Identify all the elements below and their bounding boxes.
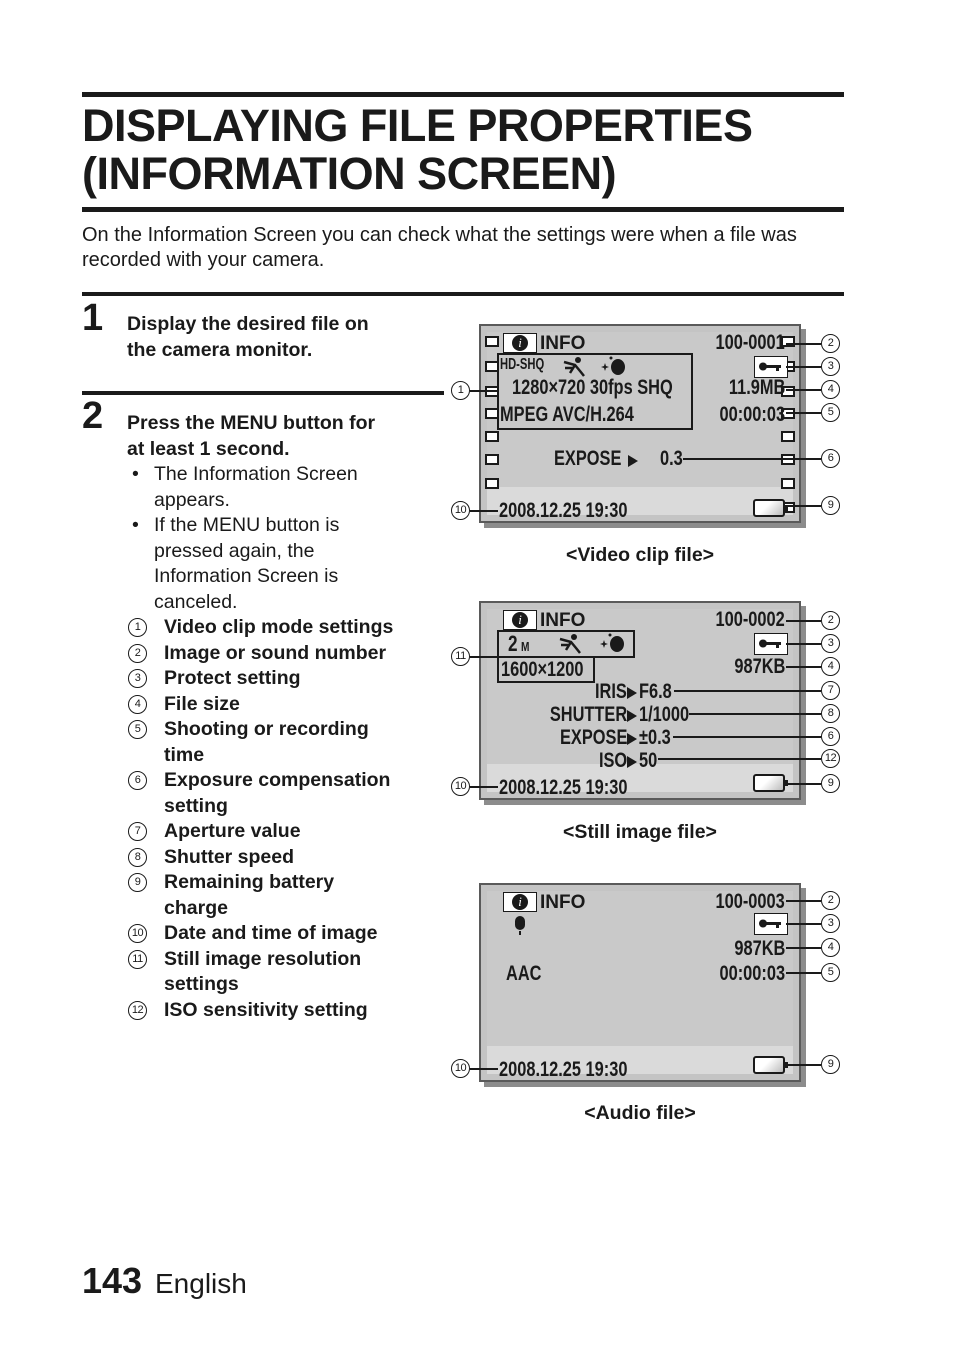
expose-value: 0.3 bbox=[660, 447, 683, 470]
legend-number: 5 bbox=[128, 720, 147, 739]
info-label: INFO bbox=[540, 892, 586, 913]
step2-rule bbox=[82, 391, 444, 395]
callout-line bbox=[786, 666, 821, 668]
legend-label: Shooting or recording bbox=[164, 718, 369, 740]
step-2-line1: Press the MENU button for bbox=[127, 412, 376, 434]
legend-number: 4 bbox=[128, 695, 147, 714]
info-label: INFO bbox=[540, 610, 586, 631]
callout-number: 10 bbox=[451, 1059, 470, 1078]
legend-item bbox=[128, 615, 448, 641]
legend-number: 2 bbox=[128, 644, 147, 663]
callout-number: 7 bbox=[821, 681, 840, 700]
bullet-line: If the MENU button is bbox=[154, 514, 340, 536]
bullet-line: pressed again, the bbox=[154, 539, 315, 562]
sprocket-hole bbox=[781, 431, 795, 442]
callout-number: 3 bbox=[821, 634, 840, 653]
legend-item bbox=[128, 998, 448, 1024]
legend-item bbox=[128, 717, 448, 768]
iris-value: F6.8 bbox=[639, 680, 672, 703]
video-codec: MPEG AVC/H.264 bbox=[500, 403, 634, 426]
legend-item bbox=[128, 947, 448, 998]
legend-item bbox=[128, 768, 448, 819]
legend-label: charge bbox=[164, 896, 228, 919]
bullet-item bbox=[130, 513, 430, 615]
expose-value: ±0.3 bbox=[639, 726, 671, 749]
legend-number: 12 bbox=[128, 1001, 147, 1020]
audio-caption: <Audio file> bbox=[584, 1102, 696, 1124]
still-info-screen bbox=[479, 601, 801, 800]
callout-number: 8 bbox=[821, 704, 840, 723]
legend-list bbox=[128, 615, 448, 1023]
intro-paragraph: On the Information Screen you can check what the settings were when a file was recorded with your camera. bbox=[82, 224, 797, 271]
callout-line bbox=[658, 758, 821, 760]
protect-key-icon bbox=[754, 633, 788, 655]
step1-rule bbox=[82, 292, 844, 296]
callout-line bbox=[674, 690, 821, 692]
callout-number: 3 bbox=[821, 914, 840, 933]
step-1-line2: the camera monitor. bbox=[127, 339, 313, 361]
legend-label: setting bbox=[164, 794, 228, 817]
size-code: 2 bbox=[508, 631, 518, 656]
callout-line bbox=[786, 643, 821, 645]
video-info-screen bbox=[479, 324, 801, 523]
title-top-rule bbox=[82, 92, 844, 97]
audio-format: AAC bbox=[506, 962, 542, 985]
bullet-dot: • bbox=[132, 463, 139, 485]
video-caption: <Video clip file> bbox=[565, 544, 715, 566]
legend-label: Remaining battery bbox=[164, 871, 335, 893]
callout-line bbox=[470, 786, 498, 788]
file-number: 100-0003 bbox=[715, 890, 785, 913]
title-bottom-rule bbox=[82, 207, 844, 212]
microphone-icon bbox=[515, 916, 525, 930]
arrow-right-icon bbox=[627, 709, 637, 727]
arrow-right-icon bbox=[627, 732, 637, 750]
iris-label: IRIS bbox=[595, 680, 627, 703]
still-caption: <Still image file> bbox=[563, 821, 717, 843]
legend-label: Exposure compensation bbox=[164, 769, 391, 791]
callout-line bbox=[470, 390, 498, 392]
iso-value: 50 bbox=[639, 749, 658, 772]
legend-label: ISO sensitivity setting bbox=[164, 998, 368, 1021]
callout-line bbox=[786, 1064, 821, 1066]
recording-time: 00:00:03 bbox=[719, 403, 785, 426]
sprocket-hole bbox=[485, 478, 499, 489]
sprocket-hole bbox=[485, 431, 499, 442]
protect-key-icon bbox=[754, 913, 788, 935]
callout-line bbox=[673, 736, 821, 738]
callout-number: 2 bbox=[821, 891, 840, 910]
callout-number: 11 bbox=[451, 647, 470, 666]
callout-number: 12 bbox=[821, 749, 840, 768]
legend-item bbox=[128, 692, 448, 718]
file-number: 100-0002 bbox=[715, 608, 785, 631]
callout-number: 6 bbox=[821, 449, 840, 468]
arrow-right-icon bbox=[628, 454, 638, 472]
sparkle-face-icon bbox=[598, 630, 628, 659]
legend-label: settings bbox=[164, 973, 239, 995]
callout-number: 9 bbox=[821, 1055, 840, 1074]
bullet-line: canceled. bbox=[154, 590, 238, 613]
legend-number: 7 bbox=[128, 822, 147, 841]
bullet-line: appears. bbox=[154, 488, 230, 511]
legend-number: 11 bbox=[128, 950, 147, 969]
info-icon: i bbox=[503, 610, 537, 630]
page-title-line1: DISPLAYING FILE PROPERTIES bbox=[82, 100, 753, 151]
callout-line bbox=[689, 713, 821, 715]
callout-number: 2 bbox=[821, 611, 840, 630]
step-2-text bbox=[127, 410, 375, 462]
callout-line bbox=[786, 389, 821, 391]
callout-number: 4 bbox=[821, 657, 840, 676]
callout-number: 1 bbox=[451, 381, 470, 400]
bullet-dot: • bbox=[132, 514, 139, 536]
legend-number: 8 bbox=[128, 848, 147, 867]
callout-number: 9 bbox=[821, 496, 840, 515]
sprocket-hole bbox=[485, 336, 499, 347]
legend-item bbox=[128, 666, 448, 692]
legend-item bbox=[128, 641, 448, 667]
callout-line bbox=[470, 656, 498, 658]
step-1-text bbox=[127, 311, 369, 363]
page-number: 143 bbox=[82, 1260, 143, 1301]
recording-time: 00:00:03 bbox=[719, 962, 785, 985]
battery-icon bbox=[753, 499, 785, 517]
file-size: 987KB bbox=[734, 655, 785, 678]
file-size: 11.9MB bbox=[728, 376, 785, 399]
expose-label: EXPOSE bbox=[554, 447, 622, 470]
legend-label: Still image resolution bbox=[164, 947, 362, 970]
step-2-number: 2 bbox=[82, 395, 104, 437]
sprocket-hole bbox=[781, 478, 795, 489]
callout-number: 5 bbox=[821, 963, 840, 982]
date-time: 2008.12.25 19:30 bbox=[499, 499, 628, 522]
callout-number: 4 bbox=[821, 380, 840, 399]
still-resolution: 1600×1200 bbox=[501, 658, 584, 681]
shutter-value: 1/1000 bbox=[639, 703, 690, 726]
step-2-line2: at least 1 second. bbox=[127, 438, 290, 460]
video-resolution: 1280×720 30fps SHQ bbox=[512, 376, 673, 399]
sprocket-hole bbox=[485, 454, 499, 465]
callout-line bbox=[786, 900, 821, 902]
file-size: 987KB bbox=[734, 937, 785, 960]
step-1-number: 1 bbox=[82, 297, 104, 339]
bullet-item bbox=[130, 462, 430, 513]
size-unit: M bbox=[521, 639, 530, 654]
page-title-line2: (INFORMATION SCREEN) bbox=[82, 148, 617, 199]
callout-number: 5 bbox=[821, 403, 840, 422]
legend-label: Date and time of image bbox=[164, 922, 378, 944]
arrow-right-icon bbox=[627, 686, 637, 704]
callout-number: 10 bbox=[451, 777, 470, 796]
callout-line bbox=[786, 947, 821, 949]
legend-number: 6 bbox=[128, 771, 147, 790]
callout-line bbox=[786, 620, 821, 622]
iso-label: ISO bbox=[598, 749, 627, 772]
file-number: 100-0001 bbox=[715, 331, 785, 354]
legend-label: time bbox=[164, 743, 205, 766]
battery-icon bbox=[753, 1056, 785, 1074]
arrow-right-icon bbox=[627, 755, 637, 773]
legend-number: 1 bbox=[128, 618, 147, 637]
legend-label: Image or sound number bbox=[164, 641, 387, 664]
callout-line bbox=[683, 458, 821, 460]
step-2-bullets bbox=[130, 462, 430, 615]
sprocket-hole bbox=[781, 454, 795, 465]
info-icon: i bbox=[503, 892, 537, 912]
legend-label: Shutter speed bbox=[164, 845, 295, 868]
legend-label: File size bbox=[164, 692, 240, 715]
callout-line bbox=[786, 366, 821, 368]
legend-item bbox=[128, 845, 448, 871]
legend-item bbox=[128, 870, 448, 921]
info-icon: i bbox=[503, 333, 537, 353]
callout-number: 3 bbox=[821, 357, 840, 376]
legend-number: 9 bbox=[128, 873, 147, 892]
callout-line bbox=[786, 923, 821, 925]
legend-label: Video clip mode settings bbox=[164, 616, 394, 638]
legend-item bbox=[128, 921, 448, 947]
legend-label: Aperture value bbox=[164, 820, 301, 842]
expose-label: EXPOSE bbox=[559, 726, 627, 749]
info-label: INFO bbox=[540, 333, 586, 354]
callout-number: 10 bbox=[451, 501, 470, 520]
bullet-line: The Information Screen bbox=[154, 463, 358, 485]
callout-number: 2 bbox=[821, 334, 840, 353]
shutter-label: SHUTTER bbox=[549, 703, 627, 726]
date-time: 2008.12.25 19:30 bbox=[499, 1058, 628, 1081]
callout-line bbox=[786, 972, 821, 974]
legend-label: Protect setting bbox=[164, 667, 301, 689]
legend-number: 10 bbox=[128, 924, 147, 943]
callout-number: 4 bbox=[821, 938, 840, 957]
callout-line bbox=[470, 1068, 498, 1070]
callout-line bbox=[786, 412, 821, 414]
callout-line bbox=[470, 510, 498, 512]
audio-info-screen bbox=[479, 883, 801, 1082]
battery-icon bbox=[753, 774, 785, 792]
legend-number: 3 bbox=[128, 669, 147, 688]
video-mode-label: HD-SHQ bbox=[500, 356, 545, 373]
legend-item bbox=[128, 819, 448, 845]
page-language: English bbox=[155, 1268, 247, 1299]
callout-number: 9 bbox=[821, 774, 840, 793]
callout-line bbox=[786, 783, 821, 785]
page-title bbox=[82, 102, 844, 198]
callout-line bbox=[786, 505, 821, 507]
date-time: 2008.12.25 19:30 bbox=[499, 776, 628, 799]
callout-line bbox=[786, 343, 821, 345]
step-1-line1: Display the desired file on bbox=[127, 313, 369, 335]
callout-number: 6 bbox=[821, 727, 840, 746]
protect-key-icon bbox=[754, 356, 788, 378]
bullet-line: Information Screen is bbox=[154, 565, 339, 587]
action-mode-icon bbox=[557, 633, 583, 660]
